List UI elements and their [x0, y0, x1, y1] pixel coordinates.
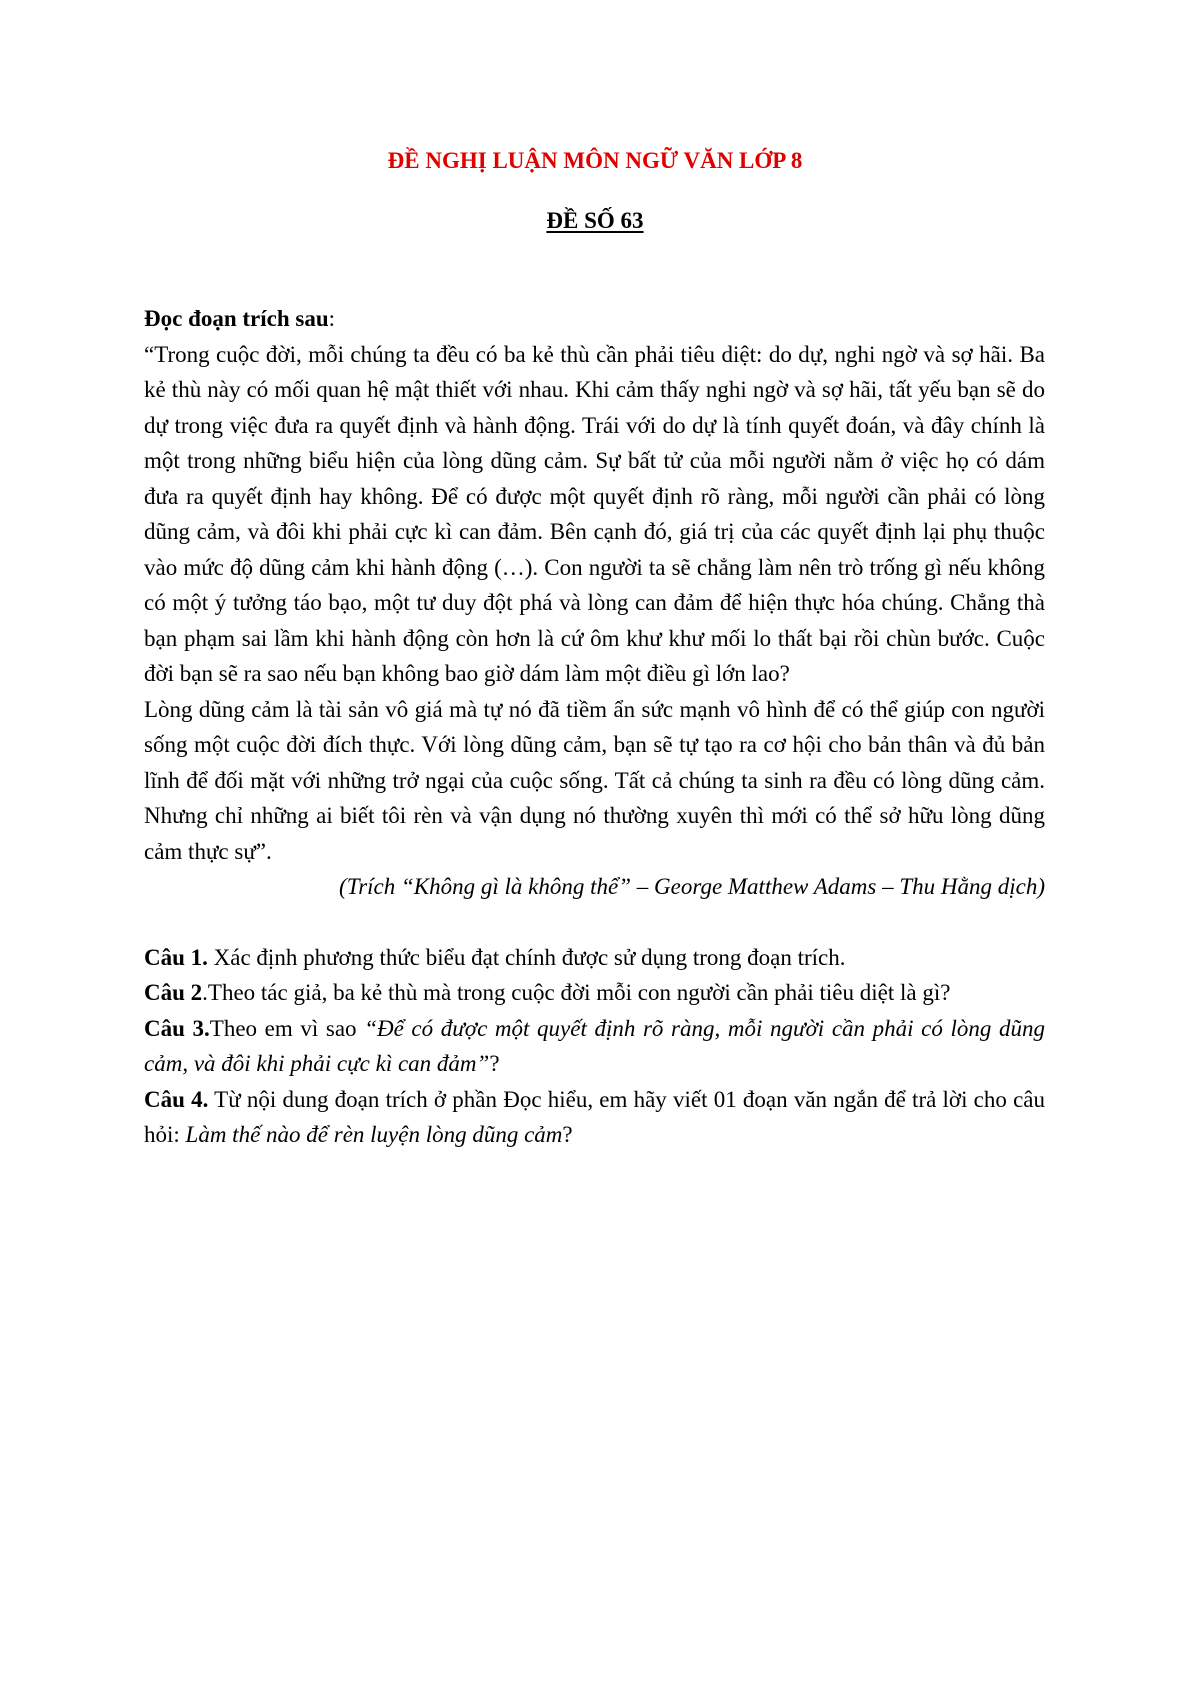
- question-1: [144, 940, 1045, 976]
- excerpt-paragraph-2: Lòng dũng cảm là tài sản vô giá mà tự nó đã tiềm ẩn sức mạnh vô hình để có thể giúp con người sống một cuộc đời đích thực. Với lòng dũng cảm, bạn sẽ tự tạo ra cơ hội cho bản thân và đủ bản lĩnh để đối mặt với những trở ngại của cuộc sống. Tất cả chúng ta sinh ra đều có lòng dũng cảm. Nhưng chỉ những ai biết tôi rèn và vận dụng nó thường xuyên thì mới có thể sở hữu lòng dũng cảm thực sự”.: [144, 696, 1045, 864]
- reading-instruction-label: Đọc đoạn trích sau: [144, 306, 329, 331]
- reading-instruction: [144, 301, 1045, 337]
- question-4-label: Câu 4.: [144, 1086, 209, 1112]
- question-1-text: Xác định phương thức biểu đạt chính được sử dụng trong đoạn trích.: [207, 944, 846, 970]
- question-4-text: Từ nội dung đoạn trích ở phần Đọc hiểu, em hãy viết 01 đoạn văn ngắn để trả lời cho câu hỏi:: [144, 1086, 1045, 1147]
- section-gap: [144, 905, 1045, 940]
- question-4-tail: ?: [562, 1122, 573, 1147]
- excerpt-source: (Trích “Không gì là không thể” – George Matthew Adams – Thu Hằng dịch): [339, 874, 1045, 899]
- document-title: ĐỀ NGHỊ LUẬN MÔN NGỮ VĂN LỚP 8: [387, 148, 803, 173]
- question-2: [144, 975, 1045, 1011]
- question-1-label: Câu 1.: [144, 944, 208, 970]
- question-3-label: Câu 3.: [144, 1015, 210, 1041]
- reading-instruction-colon: :: [328, 306, 336, 331]
- question-3-text: Theo em vì sao: [209, 1015, 365, 1041]
- exam-number: [0, 206, 1190, 236]
- question-3: [144, 1011, 1045, 1082]
- question-3-tail: ?: [489, 1051, 500, 1076]
- question-3-quote: “Để có được một quyết định rõ ràng, mỗi người cần phải có lòng dũng cảm, và đôi khi phải cực kì can đảm”: [144, 1015, 1046, 1076]
- question-4: [144, 1082, 1045, 1153]
- excerpt-paragraph-1: “Trong cuộc đời, mỗi chúng ta đều có ba kẻ thù cần phải tiêu diệt: do dự, nghi ngờ và sợ hãi. Ba kẻ thù này có mối quan hệ mật thiết với nhau. Khi cảm thấy nghi ngờ và sợ hãi, tất yếu bạn sẽ do dự trong việc đưa ra quyết định và hành động. Trái với do dự là tính quyết đoán, và đây chính là một trong những biểu hiện của lòng dũng cảm. Sự bất tử của mỗi người nằm ở việc họ có dám đưa ra quyết định hay không. Để có được một quyết định rõ ràng, mỗi người cần phải có lòng dũng cảm, và đôi khi phải cực kì can đảm. Bên cạnh đó, giá trị của các quyết định lại phụ thuộc vào mức độ dũng cảm khi hành động (…). Con người ta sẽ chẳng làm nên trò trống gì nếu không có một ý tưởng táo bạo, một tư duy đột phá và lòng can đảm để hiện thực hóa chúng. Chẳng thà bạn phạm sai lầm khi hành động còn hơn là cứ ôm khư khư mối lo thất bại rồi chùn bước. Cuộc đời bạn sẽ ra sao nếu bạn không bao giờ dám làm một điều gì lớn lao?: [144, 341, 1045, 686]
- exam-number-text: ĐỀ SỐ 63: [546, 208, 644, 233]
- question-2-text: .Theo tác giả, ba kẻ thù mà trong cuộc đời mỗi con người cần phải tiêu diệt là gì?: [202, 980, 951, 1005]
- question-4-prompt: Làm thế nào để rèn luyện lòng dũng cảm: [185, 1122, 563, 1147]
- document-body: [144, 301, 1045, 1153]
- question-2-label: Câu 2: [144, 980, 203, 1005]
